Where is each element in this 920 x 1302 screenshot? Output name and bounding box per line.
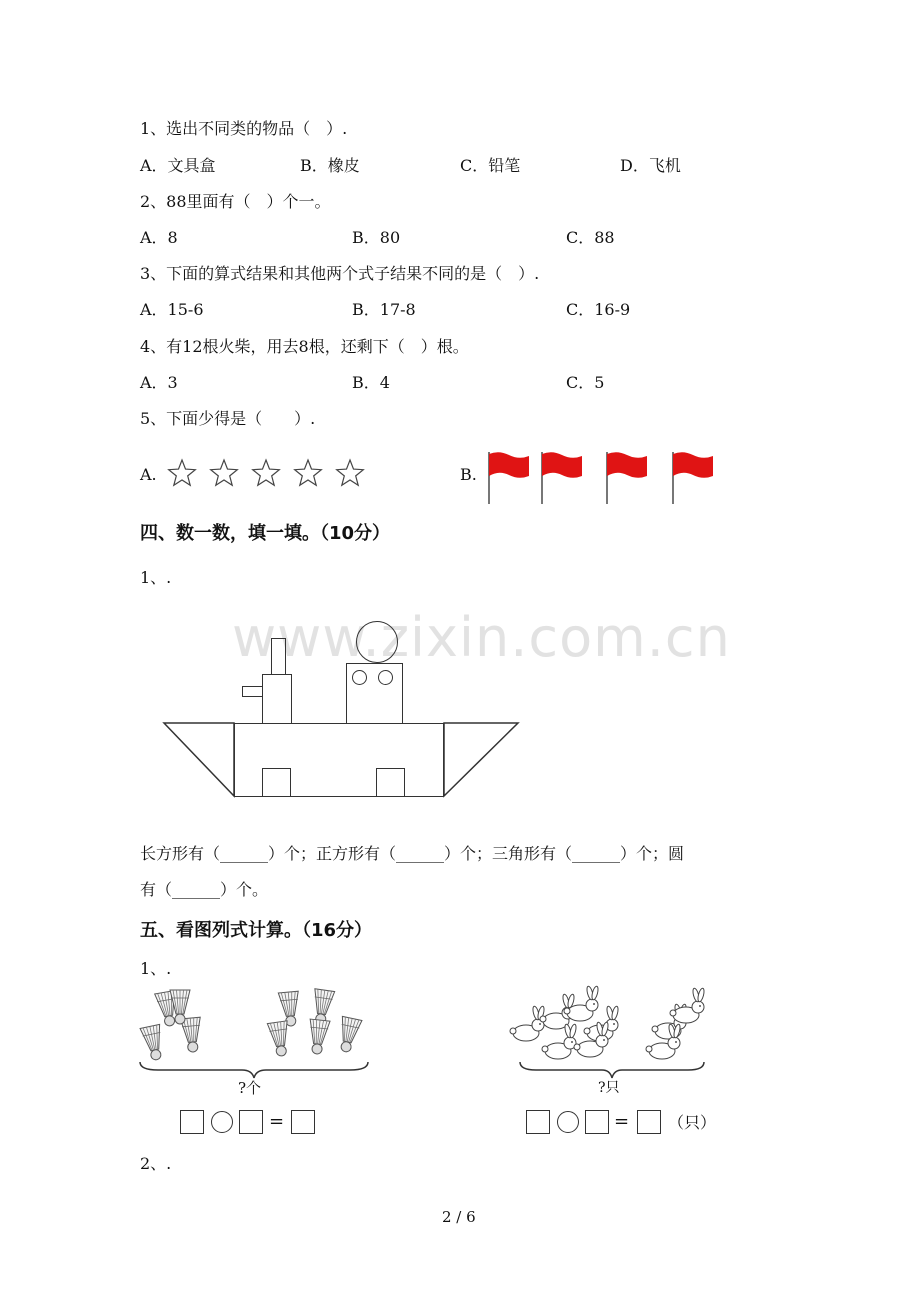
left-equals-sign: = <box>269 1111 285 1132</box>
porthole-left-circle <box>352 670 367 685</box>
door-left-square <box>262 768 291 797</box>
left-operator-circle[interactable] <box>211 1111 233 1133</box>
q4-option-a: A．3 <box>140 373 178 392</box>
shuttlecock-icon <box>140 1024 167 1061</box>
section5-item1: 1、. <box>140 959 172 978</box>
shuttlecock-icon <box>267 1021 292 1057</box>
left-triangle <box>164 723 234 796</box>
rabbit-icon <box>510 1006 545 1041</box>
chimney-rectangle <box>271 638 286 675</box>
q4-option-b: B．4 <box>352 373 390 392</box>
q5-option-b: B. <box>460 465 477 484</box>
section4-fill-line2: 有（______）个。 <box>140 880 269 899</box>
q1-option-a: A．文具盒 <box>140 156 216 175</box>
page-number: 2 / 6 <box>442 1208 476 1226</box>
top-circle <box>356 621 398 663</box>
right-operator-circle[interactable] <box>557 1111 579 1133</box>
right-answer-box-3[interactable] <box>637 1110 661 1134</box>
shuttlecock-icon <box>335 1016 362 1053</box>
q2-stem: 2、88里面有（ ）个一。 <box>140 192 331 211</box>
q4-option-c: C．5 <box>566 373 605 392</box>
watermark: www.zixin.com.cn <box>232 606 731 669</box>
section4-item1: 1、. <box>140 568 172 587</box>
section5-title: 五、看图列式计算。（16分） <box>140 920 373 941</box>
left-answer-box-2[interactable] <box>239 1110 263 1134</box>
tower-rectangle <box>262 674 292 724</box>
q3-stem: 3、下面的算式结果和其他两个式子结果不同的是（ ）. <box>140 264 540 283</box>
right-answer-box-2[interactable] <box>585 1110 609 1134</box>
rabbits-group <box>500 985 720 1065</box>
q1-option-d: D．飞机 <box>620 156 681 175</box>
q2-option-a: A．8 <box>140 228 178 247</box>
section5-item2: 2、. <box>140 1154 172 1173</box>
right-equals-sign: = <box>614 1111 630 1132</box>
q1-stem: 1、选出不同类的物品（ ）. <box>140 119 348 138</box>
q2-option-b: B．80 <box>352 228 401 247</box>
right-answer-box-1[interactable] <box>526 1110 550 1134</box>
door-right-square <box>376 768 405 797</box>
left-brace <box>138 1060 370 1080</box>
section4-title: 四、数一数，填一填。（10分） <box>140 523 391 544</box>
left-question-label: ?个 <box>238 1079 262 1097</box>
q5-stem: 5、下面少得是（ ）. <box>140 409 316 428</box>
left-answer-box-1[interactable] <box>180 1110 204 1134</box>
shuttlecock-icon <box>307 1019 330 1055</box>
right-triangle <box>444 723 518 796</box>
right-brace <box>518 1060 708 1080</box>
q3-option-b: B．17-8 <box>352 300 416 319</box>
q2-option-c: C．88 <box>566 228 615 247</box>
section4-fill-line1: 长方形有（______）个；正方形有（______）个；三角形有（______）个；圆 <box>140 844 685 863</box>
q3-option-c: C．16-9 <box>566 300 631 319</box>
porthole-right-circle <box>378 670 393 685</box>
right-unit-label: （只） <box>668 1113 717 1132</box>
q4-stem: 4、有12根火柴，用去8根，还剩下（ ）根。 <box>140 337 469 356</box>
q5-option-a: A. <box>140 465 157 484</box>
q1-option-c: C．铅笔 <box>460 156 521 175</box>
q1-option-b: B．橡皮 <box>300 156 360 175</box>
right-question-label: ?只 <box>598 1080 620 1096</box>
q3-option-a: A．15-6 <box>140 300 204 319</box>
shuttlecocks-group <box>130 990 380 1070</box>
cannon-rectangle <box>242 686 263 697</box>
left-answer-box-3[interactable] <box>291 1110 315 1134</box>
